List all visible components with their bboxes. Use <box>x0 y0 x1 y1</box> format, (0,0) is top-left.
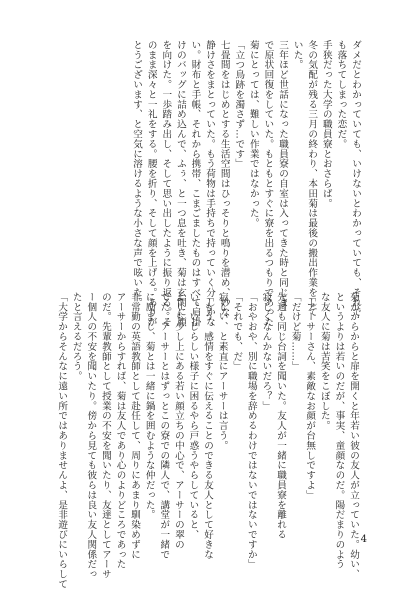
page-number: 4 <box>360 534 367 545</box>
text-line: 「立つ鳥跡を濁さず…です」 <box>233 40 245 169</box>
text-line: を向けた。一歩踏み出し、そして思い出したように振り返る。そ <box>160 40 172 328</box>
text-line: 「それでも、だ」 <box>231 292 243 372</box>
text-line: 先週も同じ台詞を聞いた。友人が一緒に職員寮を離れる <box>275 292 287 540</box>
text-line: 非常勤の英語教師として赴任して、周りにあまり馴染めずに <box>129 292 141 560</box>
text-line: な友人に菊は苦笑をこぼした。 <box>318 292 330 431</box>
text-line: 「おやおや、別に職場を辞めるわけではないではないですか」 <box>245 292 257 570</box>
text-line: ー個人の不安を聞いたり。傍から見ても彼らは良い友人関係だっ <box>85 292 97 580</box>
text-line: けのバッグに詰め込んで、ふぅ、と一つ息を吐き、菊は玄関に顔 <box>174 40 186 328</box>
text-line: い。いじらしい様子に困るやら戸惑うやらしていると、 <box>187 292 199 540</box>
text-line: い。財布と手帳、それから携帯、こまごましたものはすべて肩掛 <box>189 40 201 328</box>
text-line: よりも少し上にある若い顔立ちの中心で、アーサーの翠の <box>172 292 184 550</box>
text-line: 菊がからからと扉を開くと年若い彼の友人が立っていた。幼い、 <box>348 292 359 580</box>
text-line: も落ちてしまった恋だ。 <box>335 40 347 149</box>
text-line: 寂しい、と素直にアーサーは言う。 <box>216 292 228 451</box>
text-line: 寂しくなんかないだろ？」 <box>260 292 272 411</box>
text-line: でた。アーサーとはずっとこの寮での隣人で、講堂が一緒で <box>158 292 170 560</box>
text-line: 菊にとっては、難しい作業ではなかった。 <box>247 40 259 229</box>
text-line: いた。 <box>291 40 303 70</box>
text-line: のだ。先輩教師として授業の不安を聞いたり、友達としてアーサ <box>99 292 111 580</box>
upper-text-block <box>129 40 363 328</box>
text-line: 三年ほど世話になった職員寮の自室は入ってきた時と同じま <box>277 40 289 308</box>
text-line: というよりは若いのだが、事実、童顔なのだ。陽だまりのよう <box>333 292 345 570</box>
text-line: とうございます、と空気に溶けるような小さな声で呟いた。 <box>131 40 143 308</box>
text-line: 「アーサーさん、素敵なお顔が台無しですよ」 <box>304 292 316 500</box>
text-line: のまま深々と一礼をする。腰を折り、そして顔を上げる。ありが <box>145 40 157 328</box>
text-line: に励まし、菊とは一緒に鍋を囲むような仲だった。 <box>143 292 155 520</box>
text-line: で原状回復をしていた。もともとすぐに寮を出るつもりであった <box>262 40 274 328</box>
text-line: 「大学からそんなに遠い所ではありませんよ、是非遊びにいらして <box>56 292 68 589</box>
text-line: 「もう、感情をすぐに伝えることのできる友人として好きな <box>202 292 214 560</box>
text-line: 冬の気配が残る三月の終わり、本田菊は最後の搬出作業をして <box>306 40 318 318</box>
text-line: ダメだとわかっていても、いけないとわかっていても、それで <box>350 40 361 318</box>
text-line: アーサーからすれば、菊は友人であり心のよりどころであった <box>114 292 126 570</box>
lower-text-block <box>54 292 360 589</box>
text-line: 静けさをまとっていた。もう荷物は手持ちで持っていく分しかな <box>204 40 216 328</box>
text-line: 七畳間をはじめとする生活空間はひっそりと鳴りを潜め、妙な <box>218 40 230 318</box>
text-line: 手狭だった大学の職員寮とおさらば。 <box>320 40 332 209</box>
text-line: たと言えるだろう。 <box>70 292 82 382</box>
text-line: 「だけど菊……」 <box>289 292 301 372</box>
